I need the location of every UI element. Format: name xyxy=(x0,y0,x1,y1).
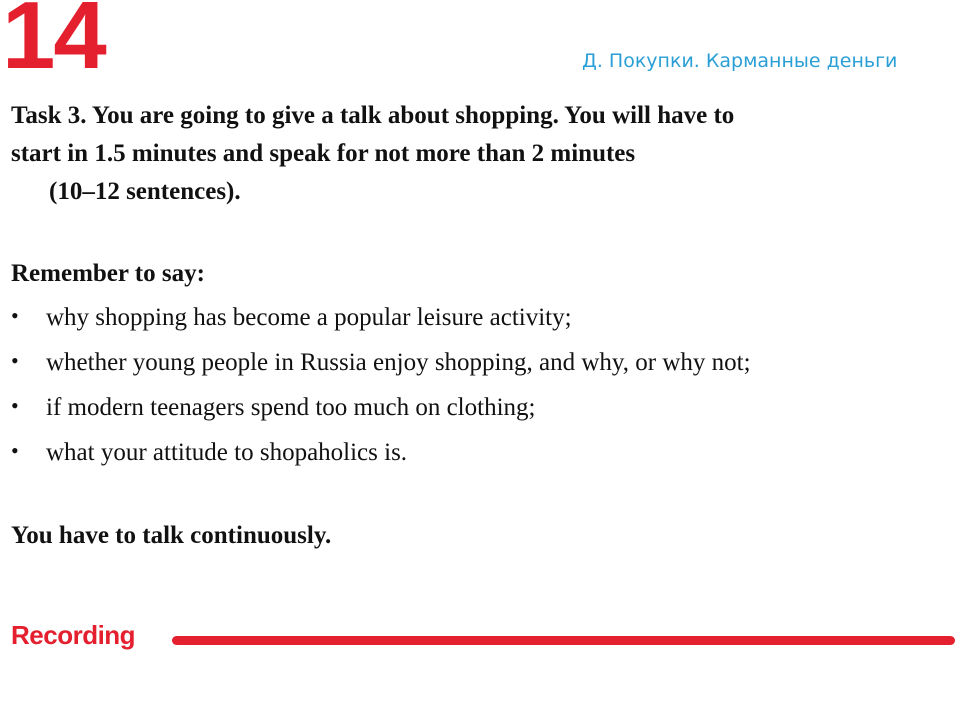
bullet-icon: • xyxy=(11,393,19,418)
topic-title: Д. Покупки. Карманные деньги xyxy=(582,50,898,72)
bullet-icon: • xyxy=(11,348,19,373)
task-line: start in 1.5 minutes and speak for not more than 2 minutes xyxy=(11,140,636,167)
task-line: Task 3. You are going to give a talk about shopping. You will have to xyxy=(11,102,735,129)
list-item xyxy=(11,430,956,475)
remember-list xyxy=(11,295,956,475)
list-item-text: why shopping has become a popular leisure activity; xyxy=(46,304,572,331)
recording-label: Recording xyxy=(11,620,136,650)
list-item xyxy=(11,340,956,385)
slide-number: 14 xyxy=(2,0,105,89)
closing-instruction: You have to talk continuously. xyxy=(11,522,332,549)
task-line: (10–12 sentences). xyxy=(49,178,241,205)
list-item-text: what your attitude to shopaholics is. xyxy=(46,439,408,466)
bullet-icon: • xyxy=(11,438,19,463)
list-item-text: whether young people in Russia enjoy shopping, and why, or why not; xyxy=(46,349,751,376)
task-card xyxy=(11,97,956,555)
list-item-text: if modern teenagers spend too much on clothing; xyxy=(46,394,536,421)
bullet-icon: • xyxy=(11,303,19,328)
remember-heading: Remember to say: xyxy=(11,260,205,287)
task-description xyxy=(11,97,956,211)
recording-progress-bar xyxy=(172,636,955,645)
list-item xyxy=(11,295,956,340)
list-item xyxy=(11,385,956,430)
